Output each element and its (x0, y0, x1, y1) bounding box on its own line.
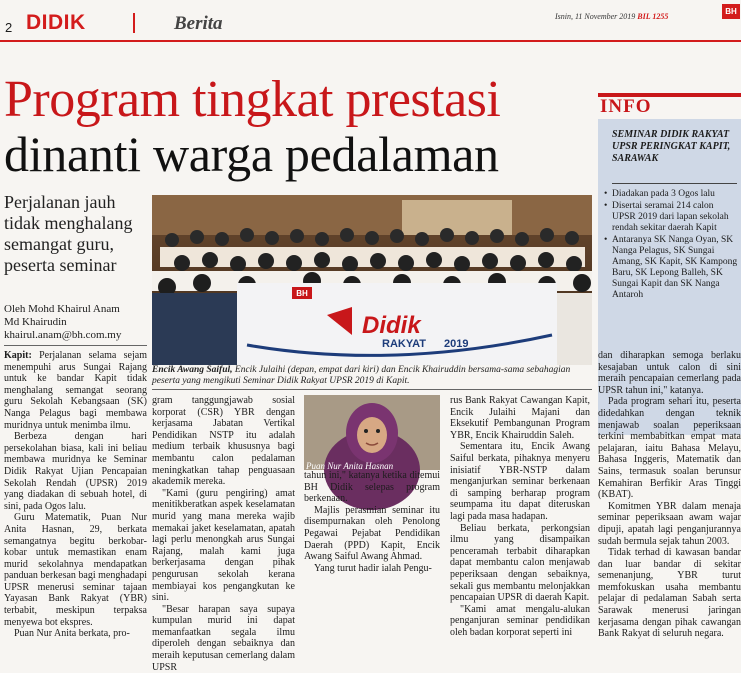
portrait-photo (304, 395, 440, 470)
info-title: INFO (600, 96, 652, 117)
paragraph: Yang turut hadir ialah Pengu- (314, 562, 432, 574)
paragraph: Puan Nur Anita berkata, pro- (14, 628, 130, 640)
paragraph: Sementara itu, Encik Awang Saiful berkata, pihaknya menyeru inisiatif YBR-NSTP dalam menganjurkan seminar berkenaan di samping berharap program seumpama itu dapat diteruskan lagi pada masa hadapan. (450, 441, 590, 522)
paragraph: Majlis perasmian seminar itu disempurnakan oleh Penolong Pegawai Pejabat Pendidikan Daerah (PPD) Kapit, Encik Awang Saiful Awang Ahmad. (304, 504, 440, 563)
body-column-2 (152, 395, 295, 673)
photo-caption (152, 365, 592, 387)
body-column-5 (598, 350, 741, 640)
info-divider (612, 183, 737, 184)
byline (4, 303, 149, 342)
info-item: • Diadakan pada 3 Ogos lalu (604, 189, 738, 200)
headline-line-2: dinanti warga pedalaman (4, 126, 499, 182)
banner-brand-text: Didik (362, 312, 421, 339)
info-item: • Disertai seramai 214 calon UPSR 2019 dari lapan sekolah rendah sekitar daerah Kapit (604, 201, 738, 234)
paragraph-text: Perjalanan selama sejam menempuhi arus Sungai Rajang untuk ke bandar Kapit tidak menghalang semangat seorang guru Sekolah Kebangsaan (SK) Nanga Pelagus bagi membawa muridnya untuk menimba ilmu. (4, 350, 147, 431)
paragraph: Komitmen YBR dalam menaja seminar peperiksaan awam wajar dipuji, apatah lagi penganjurannya sudah bermula sejak tahun 2003. (598, 500, 741, 547)
paragraph: Tidak terhad di kawasan bandar dan luar bandar di sekitar semenanjung, YBR turut memfokuskan usaha membantu pelajar di pedalaman Sabah serta Sarawak menerusi jaringan kerjasama dengan pihak cawangan Bank Rakyat di seluruh negara. (598, 547, 741, 640)
portrait-illustration (304, 395, 440, 470)
caption-lead: Encik Awang Saiful, (152, 365, 233, 375)
info-item: • Antaranya SK Nanga Oyan, SK Nanga Pelagus, SK Sungai Amang, SK Kapit, SK Kampong Baru, SK Lepong Balleh, SK Sungai Kapit dan SK Nanga Antaroh (604, 235, 738, 301)
header-divider (133, 13, 135, 33)
portrait-caption: Puan Nur Anita Hasnan (306, 461, 394, 471)
dateline-lead: Kapit: (4, 350, 32, 361)
banner-bh-logo: BH (296, 289, 308, 298)
paragraph: dan diharapkan semoga berlaku kesajaban untuk calon di sini meraih pencapaian cemerlang pada UPSR tahun ini," katanya. (598, 350, 741, 396)
body-column-3 (304, 470, 440, 574)
info-list (604, 189, 738, 302)
paragraph: "Besar harapan saya supaya kumpulan murid ini dapat memanfaatkan segala ilmu diperoleh dengan sebaiknya dan meraih keputusan cemerlang dalam UPSR (152, 603, 295, 673)
subsection-name: Berita (174, 13, 223, 34)
body-column-1 (4, 350, 147, 640)
body-column-4 (450, 395, 590, 638)
author-line-2: Md Khairudin (4, 316, 67, 328)
paragraph: rus Bank Rakyat Cawangan Kapit, Encik Julaihi Majani dan Eksekutif Pembangunan Program YBR, Encik Khairuddin Saleh. (450, 395, 590, 441)
author-line-1: Oleh Mohd Khairul Anam (4, 303, 120, 315)
caption-text: Encik Julaihi (depan, empat dari kiri) dan Encik Khairuddin bersama-sama sebahagian peserta yang mengikuti Seminar Didik Rakyat UPSR 2019 di Kapit. (152, 365, 571, 386)
author-email[interactable]: khairul.anam@bh.com.my (4, 329, 122, 341)
issue-date: Isnin, 11 November 2019 (555, 12, 636, 21)
dateline (555, 12, 668, 21)
paragraph: "Kami (guru pengiring) amat menitikberatkan aspek keselamatan murid yang mana mereka wajib memakai jaket keselamatan, apatah lagi perlu menongkah arus Sungai Rajang, malah kami juga berkerjasama dengan pihak pengurusan sekolah kerana membiayai kos pengangkutan ke sini. (152, 487, 295, 604)
headline-line-1: Program tingkat prestasi (4, 71, 501, 128)
paragraph (4, 350, 147, 431)
info-heading: SEMINAR DIDIK RAKYAT UPSR PERINGKAT KAPIT, SARAWAK (612, 129, 731, 164)
bh-logo: BH (722, 4, 740, 19)
paragraph: tahun ini," katanya ketika ditemui BH Didik selepas program berkenaan. (304, 470, 440, 505)
byline-rule (4, 345, 147, 346)
banner-sub-text: RAKYAT (382, 338, 427, 350)
paragraph: Berbeza dengan hari persekolahan biasa, kali ini beliau membawa muridnya ke Seminar Didik Rakyat Ujian Pencapaian Sekolah Rendah (UPSR) 2019 yang diadakan di sebuah hotel, di sini, pada Ogos lalu. (4, 431, 147, 512)
banner-year-text: 2019 (444, 338, 469, 350)
paragraph: Beliau berkata, perkongsian ilmu yang disampaikan penceramah terbabit diharapkan dapat membantu calon menjawab peperiksaan dengan sebaiknya, sekali gus membantu melonjakkan pencapaian UPSR di daerah Kapit. (450, 522, 590, 604)
group-photo-illustration (152, 195, 592, 365)
section-name: DIDIK (26, 11, 86, 34)
paragraph: "Kami amat mengalu-alukan penganjuran seminar pendidikan oleh badan korporat seperti ini (450, 603, 590, 638)
group-photo (152, 195, 592, 365)
article-deck: Perjalanan jauh tidak menghalang semangat guru, peserta seminar (4, 192, 133, 275)
edition-number: BIL 1255 (637, 12, 669, 21)
page-number: 2 (5, 20, 13, 35)
paragraph: Pada program sehari itu, peserta didedahkan dengan teknik menjawab soalan peperiksaan terkini membabitkan empat mata pelajaran, iaitu Bahasa Melayu, Bahasa Inggeris, Matematik dan Sains, termasuk soalan berunsur Kemahiran Berfikir Aras Tinggi (KBAT). (598, 396, 741, 501)
paragraph: gram tanggungjawab sosial korporat (CSR) YBR dengan kerjasama Jabatan Vertikal Pendidikan NSTP itu adalah medium terbaik khususnya bagi membantu calon pedalaman meningkatkan tahap penguasaan akademik mereka. (152, 395, 295, 488)
caption-rule (152, 389, 592, 390)
header-rule (0, 40, 741, 42)
paragraph: Guru Matematik, Puan Nur Anita Hasnan, 29, berkata semangatnya begitu berkobar-kobar untuk memastikan enam murid sekolahnya mendapatkan panduan berkesan bagi menghadapi UPSR menerusi seminar tajaan Yayasan Bank Rakyat (YBR) terbabit, meskipun terpaksa menyewa bot ekspres. (4, 512, 148, 628)
page-header (0, 0, 741, 40)
